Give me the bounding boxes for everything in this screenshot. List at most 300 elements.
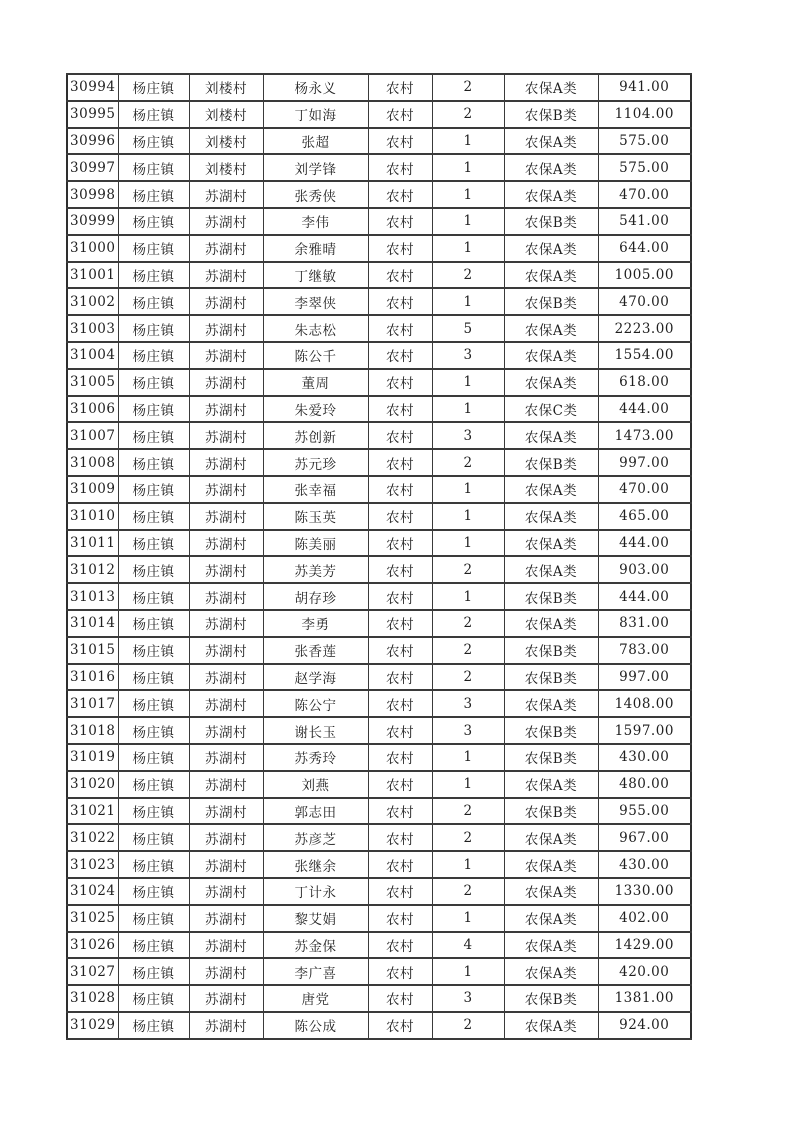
cell-person-count: 3 xyxy=(432,690,504,717)
cell-residence-type: 农村 xyxy=(368,985,432,1012)
cell-residence-type: 农村 xyxy=(368,932,432,959)
cell-residence-type: 农村 xyxy=(368,556,432,583)
cell-person-count: 2 xyxy=(432,824,504,851)
cell-town: 杨庄镇 xyxy=(118,932,189,959)
cell-town: 杨庄镇 xyxy=(118,288,189,315)
cell-person-count: 1 xyxy=(432,181,504,208)
cell-serial-number: 31006 xyxy=(67,396,118,423)
cell-residence-type: 农村 xyxy=(368,958,432,985)
cell-person-name: 杨永义 xyxy=(263,74,368,101)
table-row xyxy=(67,851,691,878)
cell-serial-number: 31024 xyxy=(67,878,118,905)
cell-village: 苏湖村 xyxy=(189,1012,263,1039)
cell-person-count: 2 xyxy=(432,878,504,905)
cell-amount: 444.00 xyxy=(598,530,691,557)
cell-village: 苏湖村 xyxy=(189,476,263,503)
cell-amount: 470.00 xyxy=(598,476,691,503)
cell-amount: 1005.00 xyxy=(598,262,691,289)
cell-person-name: 张幸福 xyxy=(263,476,368,503)
cell-village: 苏湖村 xyxy=(189,958,263,985)
cell-person-count: 1 xyxy=(432,128,504,155)
cell-village: 苏湖村 xyxy=(189,583,263,610)
cell-person-name: 苏创新 xyxy=(263,422,368,449)
table-row xyxy=(67,583,691,610)
cell-residence-type: 农村 xyxy=(368,369,432,396)
cell-person-name: 陈公千 xyxy=(263,342,368,369)
cell-person-count: 1 xyxy=(432,208,504,235)
table-row xyxy=(67,396,691,423)
cell-town: 杨庄镇 xyxy=(118,664,189,691)
cell-person-name: 刘学锋 xyxy=(263,154,368,181)
table-row xyxy=(67,154,691,181)
cell-insurance-category: 农保B类 xyxy=(504,985,598,1012)
cell-insurance-category: 农保A类 xyxy=(504,181,598,208)
cell-person-count: 2 xyxy=(432,101,504,128)
cell-town: 杨庄镇 xyxy=(118,74,189,101)
cell-person-name: 李伟 xyxy=(263,208,368,235)
cell-serial-number: 31001 xyxy=(67,262,118,289)
cell-person-name: 朱志松 xyxy=(263,315,368,342)
cell-amount: 470.00 xyxy=(598,181,691,208)
table-row xyxy=(67,422,691,449)
cell-insurance-category: 农保B类 xyxy=(504,717,598,744)
cell-serial-number: 31011 xyxy=(67,530,118,557)
cell-amount: 941.00 xyxy=(598,74,691,101)
table-row xyxy=(67,288,691,315)
cell-person-count: 2 xyxy=(432,74,504,101)
cell-person-count: 1 xyxy=(432,154,504,181)
cell-residence-type: 农村 xyxy=(368,503,432,530)
cell-village: 苏湖村 xyxy=(189,449,263,476)
table-row xyxy=(67,315,691,342)
cell-person-count: 1 xyxy=(432,235,504,262)
cell-amount: 783.00 xyxy=(598,637,691,664)
cell-person-name: 郭志田 xyxy=(263,798,368,825)
cell-village: 苏湖村 xyxy=(189,771,263,798)
cell-person-count: 1 xyxy=(432,503,504,530)
cell-town: 杨庄镇 xyxy=(118,208,189,235)
table-row xyxy=(67,958,691,985)
cell-serial-number: 31018 xyxy=(67,717,118,744)
cell-person-name: 陈玉英 xyxy=(263,503,368,530)
cell-amount: 955.00 xyxy=(598,798,691,825)
cell-amount: 967.00 xyxy=(598,824,691,851)
cell-person-count: 1 xyxy=(432,958,504,985)
cell-amount: 1429.00 xyxy=(598,932,691,959)
cell-insurance-category: 农保A类 xyxy=(504,958,598,985)
cell-insurance-category: 农保B类 xyxy=(504,208,598,235)
cell-residence-type: 农村 xyxy=(368,154,432,181)
cell-amount: 1554.00 xyxy=(598,342,691,369)
cell-amount: 575.00 xyxy=(598,128,691,155)
table-row xyxy=(67,664,691,691)
cell-village: 苏湖村 xyxy=(189,396,263,423)
table-row xyxy=(67,985,691,1012)
table-row xyxy=(67,342,691,369)
cell-person-name: 余雅晴 xyxy=(263,235,368,262)
cell-insurance-category: 农保A类 xyxy=(504,476,598,503)
cell-town: 杨庄镇 xyxy=(118,878,189,905)
cell-amount: 1408.00 xyxy=(598,690,691,717)
table-row xyxy=(67,503,691,530)
cell-person-count: 1 xyxy=(432,851,504,878)
cell-residence-type: 农村 xyxy=(368,181,432,208)
cell-village: 苏湖村 xyxy=(189,369,263,396)
cell-amount: 997.00 xyxy=(598,449,691,476)
cell-person-name: 陈公宁 xyxy=(263,690,368,717)
cell-village: 苏湖村 xyxy=(189,851,263,878)
cell-person-count: 1 xyxy=(432,583,504,610)
cell-insurance-category: 农保A类 xyxy=(504,235,598,262)
cell-insurance-category: 农保A类 xyxy=(504,556,598,583)
table-row xyxy=(67,208,691,235)
cell-village: 苏湖村 xyxy=(189,798,263,825)
cell-serial-number: 30997 xyxy=(67,154,118,181)
cell-amount: 1104.00 xyxy=(598,101,691,128)
table-row xyxy=(67,637,691,664)
cell-person-count: 5 xyxy=(432,315,504,342)
cell-serial-number: 31000 xyxy=(67,235,118,262)
cell-person-count: 1 xyxy=(432,530,504,557)
cell-village: 苏湖村 xyxy=(189,556,263,583)
cell-person-count: 2 xyxy=(432,610,504,637)
cell-residence-type: 农村 xyxy=(368,771,432,798)
cell-serial-number: 31015 xyxy=(67,637,118,664)
cell-amount: 1597.00 xyxy=(598,717,691,744)
cell-residence-type: 农村 xyxy=(368,664,432,691)
cell-insurance-category: 农保A类 xyxy=(504,154,598,181)
cell-village: 苏湖村 xyxy=(189,181,263,208)
cell-town: 杨庄镇 xyxy=(118,101,189,128)
table-row xyxy=(67,476,691,503)
cell-town: 杨庄镇 xyxy=(118,449,189,476)
cell-town: 杨庄镇 xyxy=(118,958,189,985)
cell-insurance-category: 农保A类 xyxy=(504,824,598,851)
cell-person-count: 2 xyxy=(432,556,504,583)
cell-serial-number: 31003 xyxy=(67,315,118,342)
cell-insurance-category: 农保B类 xyxy=(504,101,598,128)
cell-person-count: 2 xyxy=(432,262,504,289)
cell-person-name: 陈美丽 xyxy=(263,530,368,557)
cell-serial-number: 31022 xyxy=(67,824,118,851)
table-row xyxy=(67,369,691,396)
cell-person-name: 李翠侠 xyxy=(263,288,368,315)
cell-village: 苏湖村 xyxy=(189,315,263,342)
cell-insurance-category: 农保A类 xyxy=(504,74,598,101)
cell-town: 杨庄镇 xyxy=(118,583,189,610)
cell-person-count: 1 xyxy=(432,476,504,503)
cell-residence-type: 农村 xyxy=(368,74,432,101)
cell-residence-type: 农村 xyxy=(368,288,432,315)
cell-village: 苏湖村 xyxy=(189,637,263,664)
cell-insurance-category: 农保A类 xyxy=(504,690,598,717)
cell-insurance-category: 农保B类 xyxy=(504,449,598,476)
cell-serial-number: 31005 xyxy=(67,369,118,396)
cell-serial-number: 30996 xyxy=(67,128,118,155)
table-row xyxy=(67,74,691,101)
cell-person-count: 2 xyxy=(432,798,504,825)
cell-person-count: 1 xyxy=(432,396,504,423)
cell-person-name: 李勇 xyxy=(263,610,368,637)
cell-serial-number: 31002 xyxy=(67,288,118,315)
table-row xyxy=(67,824,691,851)
cell-town: 杨庄镇 xyxy=(118,315,189,342)
cell-amount: 1330.00 xyxy=(598,878,691,905)
cell-insurance-category: 农保A类 xyxy=(504,771,598,798)
cell-residence-type: 农村 xyxy=(368,476,432,503)
cell-insurance-category: 农保B类 xyxy=(504,637,598,664)
cell-insurance-category: 农保A类 xyxy=(504,932,598,959)
cell-amount: 618.00 xyxy=(598,369,691,396)
cell-insurance-category: 农保B类 xyxy=(504,798,598,825)
cell-village: 苏湖村 xyxy=(189,878,263,905)
cell-person-count: 3 xyxy=(432,985,504,1012)
cell-insurance-category: 农保C类 xyxy=(504,396,598,423)
cell-village: 苏湖村 xyxy=(189,985,263,1012)
cell-serial-number: 31019 xyxy=(67,744,118,771)
cell-person-count: 1 xyxy=(432,771,504,798)
cell-insurance-category: 农保B类 xyxy=(504,288,598,315)
cell-person-name: 张继余 xyxy=(263,851,368,878)
cell-person-name: 张秀侠 xyxy=(263,181,368,208)
cell-insurance-category: 农保A类 xyxy=(504,905,598,932)
cell-residence-type: 农村 xyxy=(368,422,432,449)
table-row xyxy=(67,798,691,825)
table-row xyxy=(67,771,691,798)
cell-amount: 420.00 xyxy=(598,958,691,985)
cell-village: 苏湖村 xyxy=(189,530,263,557)
cell-person-name: 胡存珍 xyxy=(263,583,368,610)
cell-insurance-category: 农保A类 xyxy=(504,128,598,155)
cell-serial-number: 31004 xyxy=(67,342,118,369)
cell-residence-type: 农村 xyxy=(368,342,432,369)
cell-insurance-category: 农保A类 xyxy=(504,369,598,396)
cell-village: 苏湖村 xyxy=(189,235,263,262)
cell-residence-type: 农村 xyxy=(368,905,432,932)
cell-amount: 541.00 xyxy=(598,208,691,235)
cell-insurance-category: 农保A类 xyxy=(504,878,598,905)
cell-amount: 444.00 xyxy=(598,396,691,423)
cell-person-name: 苏金保 xyxy=(263,932,368,959)
cell-serial-number: 31020 xyxy=(67,771,118,798)
cell-town: 杨庄镇 xyxy=(118,610,189,637)
cell-person-name: 苏元珍 xyxy=(263,449,368,476)
cell-town: 杨庄镇 xyxy=(118,717,189,744)
cell-person-name: 丁如海 xyxy=(263,101,368,128)
cell-village: 苏湖村 xyxy=(189,342,263,369)
cell-village: 刘楼村 xyxy=(189,128,263,155)
cell-serial-number: 31009 xyxy=(67,476,118,503)
cell-amount: 2223.00 xyxy=(598,315,691,342)
cell-residence-type: 农村 xyxy=(368,396,432,423)
cell-amount: 470.00 xyxy=(598,288,691,315)
cell-residence-type: 农村 xyxy=(368,128,432,155)
cell-residence-type: 农村 xyxy=(368,717,432,744)
cell-person-name: 丁继敏 xyxy=(263,262,368,289)
cell-serial-number: 31029 xyxy=(67,1012,118,1039)
table-row xyxy=(67,181,691,208)
cell-town: 杨庄镇 xyxy=(118,181,189,208)
cell-person-name: 丁计永 xyxy=(263,878,368,905)
cell-village: 苏湖村 xyxy=(189,905,263,932)
cell-residence-type: 农村 xyxy=(368,235,432,262)
table-row xyxy=(67,101,691,128)
cell-person-name: 张香莲 xyxy=(263,637,368,664)
table-row xyxy=(67,262,691,289)
cell-village: 苏湖村 xyxy=(189,503,263,530)
table-row xyxy=(67,449,691,476)
cell-amount: 903.00 xyxy=(598,556,691,583)
cell-town: 杨庄镇 xyxy=(118,556,189,583)
cell-village: 苏湖村 xyxy=(189,262,263,289)
table-row xyxy=(67,610,691,637)
cell-town: 杨庄镇 xyxy=(118,128,189,155)
cell-residence-type: 农村 xyxy=(368,690,432,717)
cell-town: 杨庄镇 xyxy=(118,905,189,932)
cell-person-name: 张超 xyxy=(263,128,368,155)
cell-town: 杨庄镇 xyxy=(118,690,189,717)
cell-town: 杨庄镇 xyxy=(118,154,189,181)
cell-person-count: 4 xyxy=(432,932,504,959)
cell-insurance-category: 农保B类 xyxy=(504,744,598,771)
cell-residence-type: 农村 xyxy=(368,824,432,851)
table-row xyxy=(67,1012,691,1039)
cell-town: 杨庄镇 xyxy=(118,235,189,262)
cell-person-name: 刘燕 xyxy=(263,771,368,798)
cell-amount: 997.00 xyxy=(598,664,691,691)
cell-village: 苏湖村 xyxy=(189,208,263,235)
cell-insurance-category: 农保A类 xyxy=(504,342,598,369)
cell-residence-type: 农村 xyxy=(368,851,432,878)
cell-residence-type: 农村 xyxy=(368,449,432,476)
cell-serial-number: 31013 xyxy=(67,583,118,610)
cell-town: 杨庄镇 xyxy=(118,771,189,798)
cell-residence-type: 农村 xyxy=(368,798,432,825)
cell-amount: 444.00 xyxy=(598,583,691,610)
cell-person-name: 黎艾娟 xyxy=(263,905,368,932)
cell-amount: 402.00 xyxy=(598,905,691,932)
cell-person-count: 1 xyxy=(432,288,504,315)
cell-insurance-category: 农保A类 xyxy=(504,1012,598,1039)
cell-serial-number: 31021 xyxy=(67,798,118,825)
cell-town: 杨庄镇 xyxy=(118,985,189,1012)
cell-serial-number: 30999 xyxy=(67,208,118,235)
cell-town: 杨庄镇 xyxy=(118,824,189,851)
cell-village: 苏湖村 xyxy=(189,690,263,717)
cell-serial-number: 31017 xyxy=(67,690,118,717)
cell-serial-number: 30995 xyxy=(67,101,118,128)
cell-village: 苏湖村 xyxy=(189,744,263,771)
table-row xyxy=(67,878,691,905)
cell-person-name: 赵学海 xyxy=(263,664,368,691)
cell-village: 苏湖村 xyxy=(189,664,263,691)
cell-residence-type: 农村 xyxy=(368,315,432,342)
cell-person-name: 唐党 xyxy=(263,985,368,1012)
cell-town: 杨庄镇 xyxy=(118,798,189,825)
cell-residence-type: 农村 xyxy=(368,530,432,557)
table-body xyxy=(67,74,691,1039)
cell-residence-type: 农村 xyxy=(368,208,432,235)
cell-amount: 1381.00 xyxy=(598,985,691,1012)
table-row xyxy=(67,690,691,717)
cell-town: 杨庄镇 xyxy=(118,262,189,289)
table-row xyxy=(67,744,691,771)
cell-residence-type: 农村 xyxy=(368,878,432,905)
cell-residence-type: 农村 xyxy=(368,637,432,664)
cell-person-count: 2 xyxy=(432,1012,504,1039)
cell-insurance-category: 农保A类 xyxy=(504,262,598,289)
cell-serial-number: 31023 xyxy=(67,851,118,878)
cell-town: 杨庄镇 xyxy=(118,396,189,423)
cell-person-count: 1 xyxy=(432,369,504,396)
cell-town: 杨庄镇 xyxy=(118,422,189,449)
cell-insurance-category: 农保A类 xyxy=(504,315,598,342)
cell-person-name: 苏秀玲 xyxy=(263,744,368,771)
cell-person-count: 2 xyxy=(432,637,504,664)
cell-person-count: 3 xyxy=(432,342,504,369)
cell-person-name: 苏美芳 xyxy=(263,556,368,583)
cell-serial-number: 31010 xyxy=(67,503,118,530)
cell-person-count: 2 xyxy=(432,664,504,691)
cell-village: 刘楼村 xyxy=(189,101,263,128)
cell-serial-number: 31025 xyxy=(67,905,118,932)
cell-person-name: 董周 xyxy=(263,369,368,396)
cell-serial-number: 31014 xyxy=(67,610,118,637)
cell-town: 杨庄镇 xyxy=(118,1012,189,1039)
cell-village: 苏湖村 xyxy=(189,824,263,851)
cell-amount: 575.00 xyxy=(598,154,691,181)
cell-town: 杨庄镇 xyxy=(118,503,189,530)
cell-serial-number: 31012 xyxy=(67,556,118,583)
cell-amount: 480.00 xyxy=(598,771,691,798)
cell-serial-number: 31008 xyxy=(67,449,118,476)
cell-person-name: 苏彦芝 xyxy=(263,824,368,851)
cell-village: 苏湖村 xyxy=(189,288,263,315)
cell-person-name: 朱爱玲 xyxy=(263,396,368,423)
cell-town: 杨庄镇 xyxy=(118,851,189,878)
cell-amount: 430.00 xyxy=(598,851,691,878)
cell-serial-number: 30994 xyxy=(67,74,118,101)
cell-insurance-category: 农保A类 xyxy=(504,530,598,557)
cell-insurance-category: 农保B类 xyxy=(504,583,598,610)
cell-village: 刘楼村 xyxy=(189,74,263,101)
cell-amount: 1473.00 xyxy=(598,422,691,449)
cell-serial-number: 30998 xyxy=(67,181,118,208)
cell-residence-type: 农村 xyxy=(368,744,432,771)
table-row xyxy=(67,717,691,744)
cell-village: 苏湖村 xyxy=(189,610,263,637)
cell-residence-type: 农村 xyxy=(368,583,432,610)
cell-person-count: 1 xyxy=(432,744,504,771)
cell-town: 杨庄镇 xyxy=(118,744,189,771)
cell-serial-number: 31028 xyxy=(67,985,118,1012)
table-row xyxy=(67,905,691,932)
cell-town: 杨庄镇 xyxy=(118,637,189,664)
table-row xyxy=(67,235,691,262)
cell-town: 杨庄镇 xyxy=(118,342,189,369)
cell-serial-number: 31026 xyxy=(67,932,118,959)
cell-village: 苏湖村 xyxy=(189,422,263,449)
cell-village: 刘楼村 xyxy=(189,154,263,181)
cell-insurance-category: 农保A类 xyxy=(504,851,598,878)
cell-residence-type: 农村 xyxy=(368,262,432,289)
table-row xyxy=(67,556,691,583)
cell-person-count: 3 xyxy=(432,717,504,744)
cell-person-name: 陈公成 xyxy=(263,1012,368,1039)
cell-person-name: 谢长玉 xyxy=(263,717,368,744)
cell-amount: 465.00 xyxy=(598,503,691,530)
cell-person-count: 2 xyxy=(432,449,504,476)
